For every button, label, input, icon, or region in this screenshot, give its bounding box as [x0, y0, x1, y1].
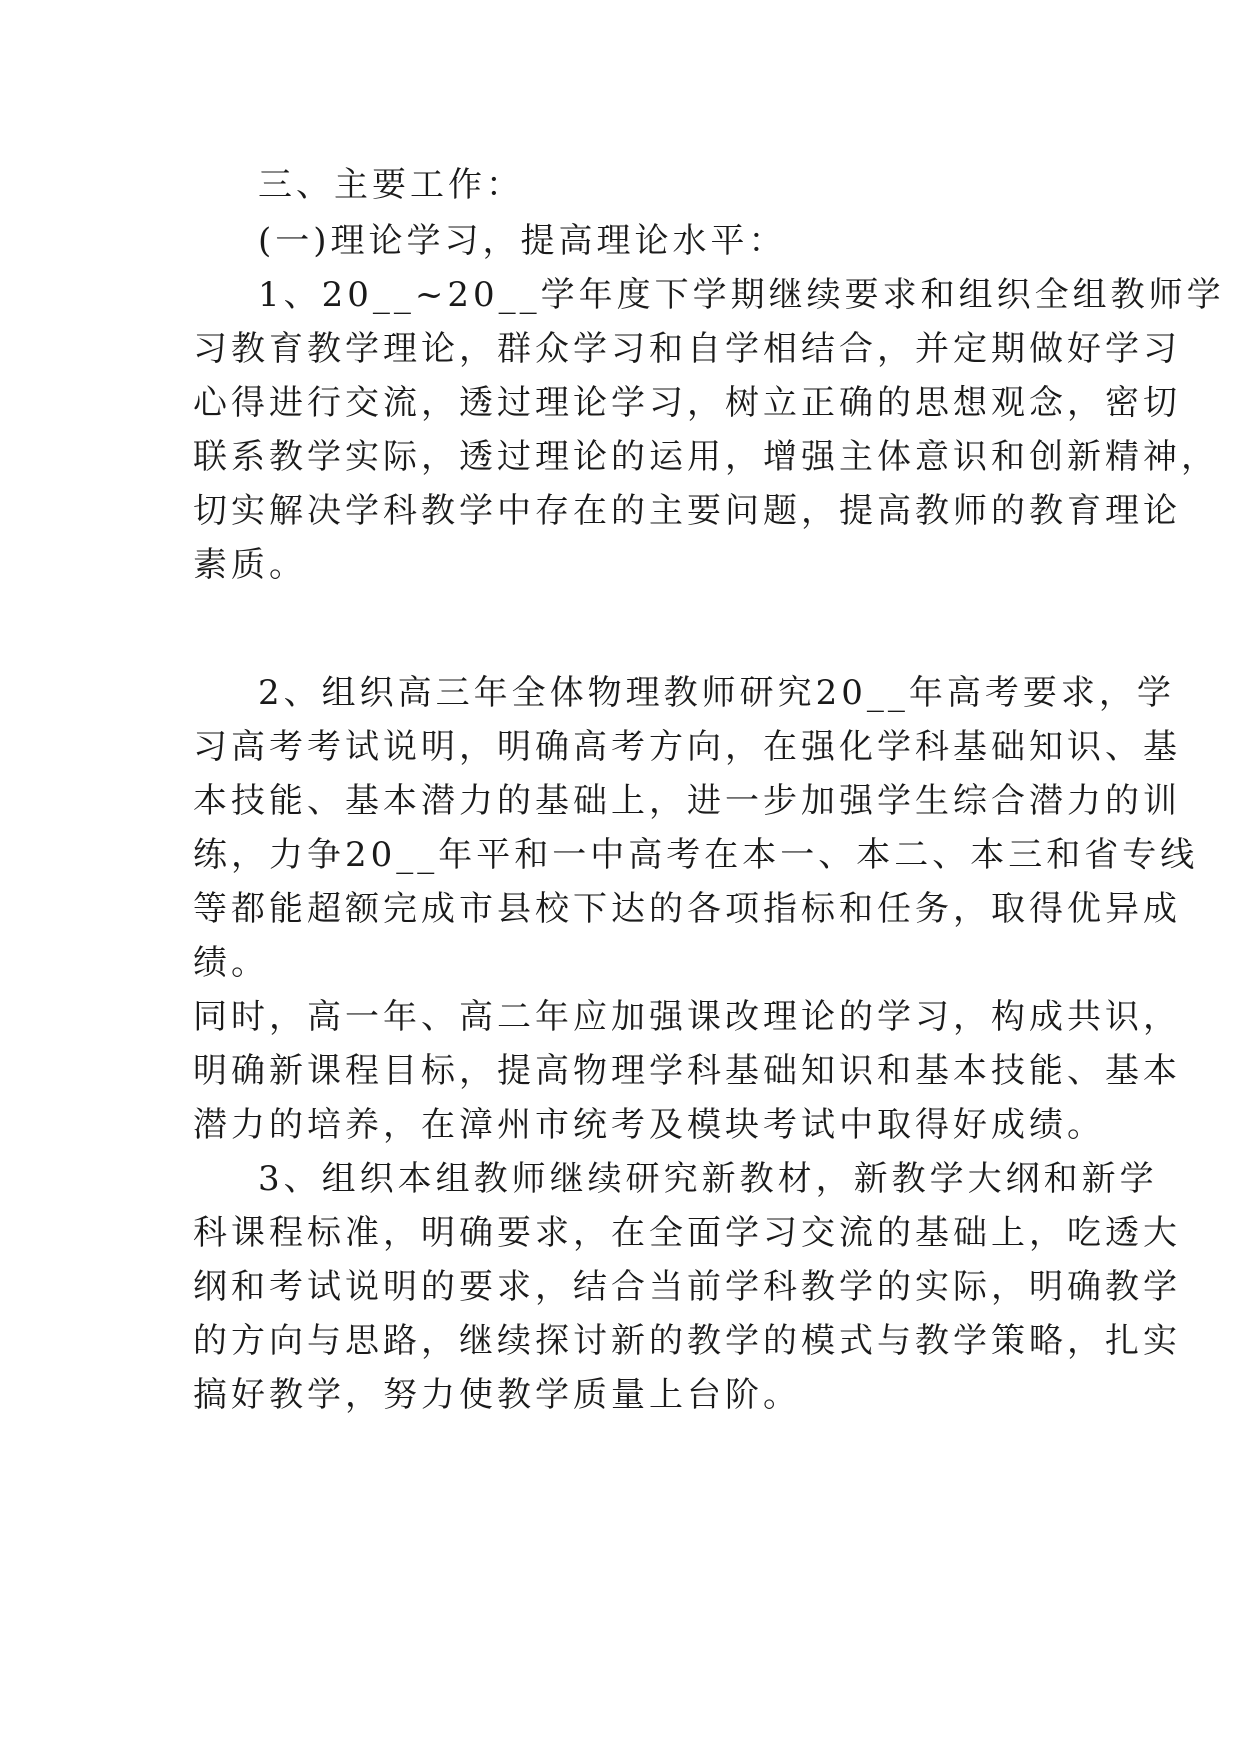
- paragraph-4-line: 纲和考试说明的要求，结合当前学科教学的实际，明确教学: [193, 1267, 1181, 1307]
- paragraph-1-line: 心得进行交流，透过理论学习，树立正确的思想观念，密切: [193, 383, 1181, 423]
- paragraph-3-line: 同时，高一年、高二年应加强课改理论的学习，构成共识，: [193, 997, 1181, 1037]
- paragraph-4-line: 科课程标准，明确要求，在全面学习交流的基础上，吃透大: [193, 1213, 1181, 1253]
- paragraph-3-line: 明确新课程目标，提高物理学科基础知识和基本技能、基本: [193, 1051, 1181, 1091]
- paragraph-1-line: 切实解决学科教学中存在的主要问题，提高教师的教育理论: [193, 491, 1181, 531]
- paragraph-2-line: 2、组织高三年全体物理教师研究20__年高考要求，学: [258, 673, 1175, 713]
- paragraph-1-line: 联系教学实际，透过理论的运用，增强主体意识和创新精神，: [193, 437, 1219, 477]
- section-heading: 三、主要工作：: [258, 165, 524, 205]
- paragraph-2-line: 本技能、基本潜力的基础上，进一步加强学生综合潜力的训: [193, 781, 1181, 821]
- paragraph-2-line: 绩。: [193, 943, 269, 983]
- paragraph-4-line: 3、组织本组教师继续研究新教材，新教学大纲和新学: [258, 1159, 1158, 1199]
- paragraph-2-line: 练，力争20__年平和一中高考在本一、本二、本三和省专线: [193, 835, 1199, 875]
- paragraph-4-line: 的方向与思路，继续探讨新的教学的模式与教学策略，扎实: [193, 1321, 1181, 1361]
- paragraph-1-line: 素质。: [193, 545, 307, 585]
- paragraph-1-line: 习教育教学理论，群众学习和自学相结合，并定期做好学习: [193, 329, 1181, 369]
- paragraph-4-line: 搞好教学，努力使教学质量上台阶。: [193, 1375, 801, 1415]
- paragraph-2-line: 习高考考试说明，明确高考方向，在强化学科基础知识、基: [193, 727, 1181, 767]
- paragraph-1-line: 1、20__~20__学年度下学期继续要求和组织全组教师学: [258, 275, 1225, 315]
- paragraph-3-line: 潜力的培养，在漳州市统考及模块考试中取得好成绩。: [193, 1105, 1105, 1145]
- paragraph-2-line: 等都能超额完成市县校下达的各项指标和任务，取得优异成: [193, 889, 1181, 929]
- subsection-heading: (一)理论学习，提高理论水平：: [258, 221, 787, 261]
